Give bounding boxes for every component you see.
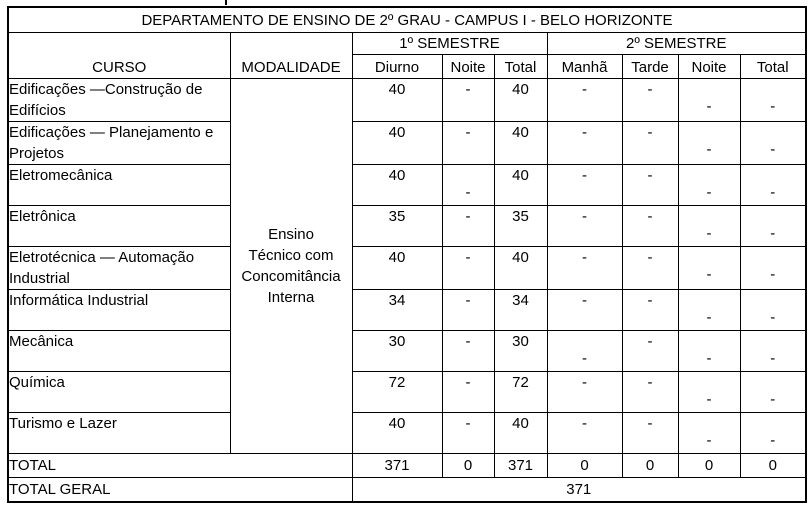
total-row bbox=[8, 454, 806, 478]
cell-manha: - bbox=[547, 247, 622, 290]
total-total1: 371 bbox=[494, 454, 547, 478]
cell-diurno: 30 bbox=[352, 331, 442, 372]
cell-total1: 30 bbox=[494, 331, 547, 372]
table-row bbox=[8, 247, 806, 290]
cell-manha: - bbox=[547, 290, 622, 331]
header-sem1-diurno: Diurno bbox=[352, 55, 442, 79]
cell-noite2: - bbox=[678, 122, 740, 165]
cell-noite2: - bbox=[678, 79, 740, 122]
cell-tarde: - bbox=[622, 206, 678, 247]
header-semestre-1: 1º SEMESTRE bbox=[352, 33, 547, 55]
table-row bbox=[8, 372, 806, 413]
cell-tarde: - bbox=[622, 247, 678, 290]
cell-noite2: - bbox=[678, 372, 740, 413]
cell-manha: - bbox=[547, 372, 622, 413]
cell-noite1: - bbox=[442, 331, 494, 372]
cell-manha: - bbox=[547, 122, 622, 165]
curso-cell: Informática Industrial bbox=[8, 290, 230, 331]
header-sem1-noite: Noite bbox=[442, 55, 494, 79]
cell-tarde: - bbox=[622, 413, 678, 454]
modalidade-line: Concomitância bbox=[241, 268, 341, 285]
total-noite2: 0 bbox=[678, 454, 740, 478]
cell-total1: 40 bbox=[494, 413, 547, 454]
header-sem2-total: Total bbox=[740, 55, 806, 79]
cell-total1: 72 bbox=[494, 372, 547, 413]
cell-noite2: - bbox=[678, 331, 740, 372]
header-semestre-2: 2º SEMESTRE bbox=[547, 33, 806, 55]
total-geral-label: TOTAL GERAL bbox=[8, 478, 352, 502]
cell-noite2: - bbox=[678, 413, 740, 454]
modalidade-line: Técnico com bbox=[248, 247, 334, 264]
modalidade-line: Interna bbox=[267, 289, 315, 306]
cell-total2: - bbox=[740, 122, 806, 165]
cell-total1: 35 bbox=[494, 206, 547, 247]
cell-total2: - bbox=[740, 206, 806, 247]
cell-total2: - bbox=[740, 290, 806, 331]
table-row bbox=[8, 413, 806, 454]
cell-total1: 40 bbox=[494, 247, 547, 290]
cell-manha: - bbox=[547, 165, 622, 206]
total-geral-value: 371 bbox=[352, 478, 806, 502]
cell-noite2: - bbox=[678, 247, 740, 290]
cell-noite1: - bbox=[442, 165, 494, 206]
header-sem2-manha: Manhã bbox=[547, 55, 622, 79]
table-row bbox=[8, 122, 806, 165]
cell-diurno: 40 bbox=[352, 247, 442, 290]
cell-diurno: 40 bbox=[352, 165, 442, 206]
cell-noite1: - bbox=[442, 372, 494, 413]
cell-noite2: - bbox=[678, 206, 740, 247]
cell-noite2: - bbox=[678, 290, 740, 331]
cell-diurno: 35 bbox=[352, 206, 442, 247]
cell-diurno: 40 bbox=[352, 122, 442, 165]
total-geral-row bbox=[8, 478, 806, 502]
curso-cell: Edificações —Construção de Edifícios bbox=[8, 79, 230, 122]
curso-cell: Turismo e Lazer bbox=[8, 413, 230, 454]
cell-total2: - bbox=[740, 331, 806, 372]
curso-cell: Eletrotécnica — Automação Industrial bbox=[8, 247, 230, 290]
curso-cell: Eletrônica bbox=[8, 206, 230, 247]
cell-manha: - bbox=[547, 206, 622, 247]
cell-total1: 34 bbox=[494, 290, 547, 331]
total-manha: 0 bbox=[547, 454, 622, 478]
table-row bbox=[8, 206, 806, 247]
header-sem2-tarde: Tarde bbox=[622, 55, 678, 79]
cell-diurno: 34 bbox=[352, 290, 442, 331]
cell-noite1: - bbox=[442, 247, 494, 290]
cell-diurno: 40 bbox=[352, 413, 442, 454]
curso-cell: Eletromecânica bbox=[8, 165, 230, 206]
cell-manha: - bbox=[547, 413, 622, 454]
total-diurno: 371 bbox=[352, 454, 442, 478]
modalidade-line: Ensino bbox=[268, 226, 314, 243]
cell-total2: - bbox=[740, 79, 806, 122]
cell-tarde: - bbox=[622, 122, 678, 165]
cell-noite1: - bbox=[442, 290, 494, 331]
enrollment-table bbox=[7, 6, 807, 503]
cell-total2: - bbox=[740, 372, 806, 413]
header-sem1-total: Total bbox=[494, 55, 547, 79]
cell-diurno: 72 bbox=[352, 372, 442, 413]
cell-total1: 40 bbox=[494, 79, 547, 122]
stray-cursor-tick bbox=[225, 0, 227, 5]
header-sem2-noite: Noite bbox=[678, 55, 740, 79]
table-row bbox=[8, 165, 806, 206]
header-row-semesters bbox=[8, 33, 806, 55]
table-row bbox=[8, 290, 806, 331]
table-row bbox=[8, 79, 806, 122]
cell-tarde: - bbox=[622, 290, 678, 331]
cell-total2: - bbox=[740, 247, 806, 290]
modalidade-cell bbox=[230, 79, 352, 454]
cell-noite1: - bbox=[442, 122, 494, 165]
cell-noite1: - bbox=[442, 79, 494, 122]
cell-tarde: - bbox=[622, 372, 678, 413]
cell-manha: - bbox=[547, 331, 622, 372]
total-total2: 0 bbox=[740, 454, 806, 478]
cell-total1: 40 bbox=[494, 122, 547, 165]
curso-cell: Edificações — Planejamento e Projetos bbox=[8, 122, 230, 165]
total-tarde: 0 bbox=[622, 454, 678, 478]
cell-total2: - bbox=[740, 413, 806, 454]
cell-tarde: - bbox=[622, 165, 678, 206]
header-modalidade: MODALIDADE bbox=[230, 33, 352, 79]
curso-cell: Química bbox=[8, 372, 230, 413]
cell-noite1: - bbox=[442, 413, 494, 454]
cell-manha: - bbox=[547, 79, 622, 122]
cell-total2: - bbox=[740, 165, 806, 206]
cell-noite1: - bbox=[442, 206, 494, 247]
cell-diurno: 40 bbox=[352, 79, 442, 122]
total-label: TOTAL bbox=[8, 454, 352, 478]
curso-cell: Mecânica bbox=[8, 331, 230, 372]
cell-tarde: - bbox=[622, 331, 678, 372]
table-title: DEPARTAMENTO DE ENSINO DE 2º GRAU - CAMPUS I - BELO HORIZONTE bbox=[8, 7, 806, 33]
cell-total1: 40 bbox=[494, 165, 547, 206]
table-row bbox=[8, 331, 806, 372]
total-noite1: 0 bbox=[442, 454, 494, 478]
cell-noite2: - bbox=[678, 165, 740, 206]
title-row bbox=[8, 7, 806, 33]
cell-tarde: - bbox=[622, 79, 678, 122]
header-curso: CURSO bbox=[8, 33, 230, 79]
